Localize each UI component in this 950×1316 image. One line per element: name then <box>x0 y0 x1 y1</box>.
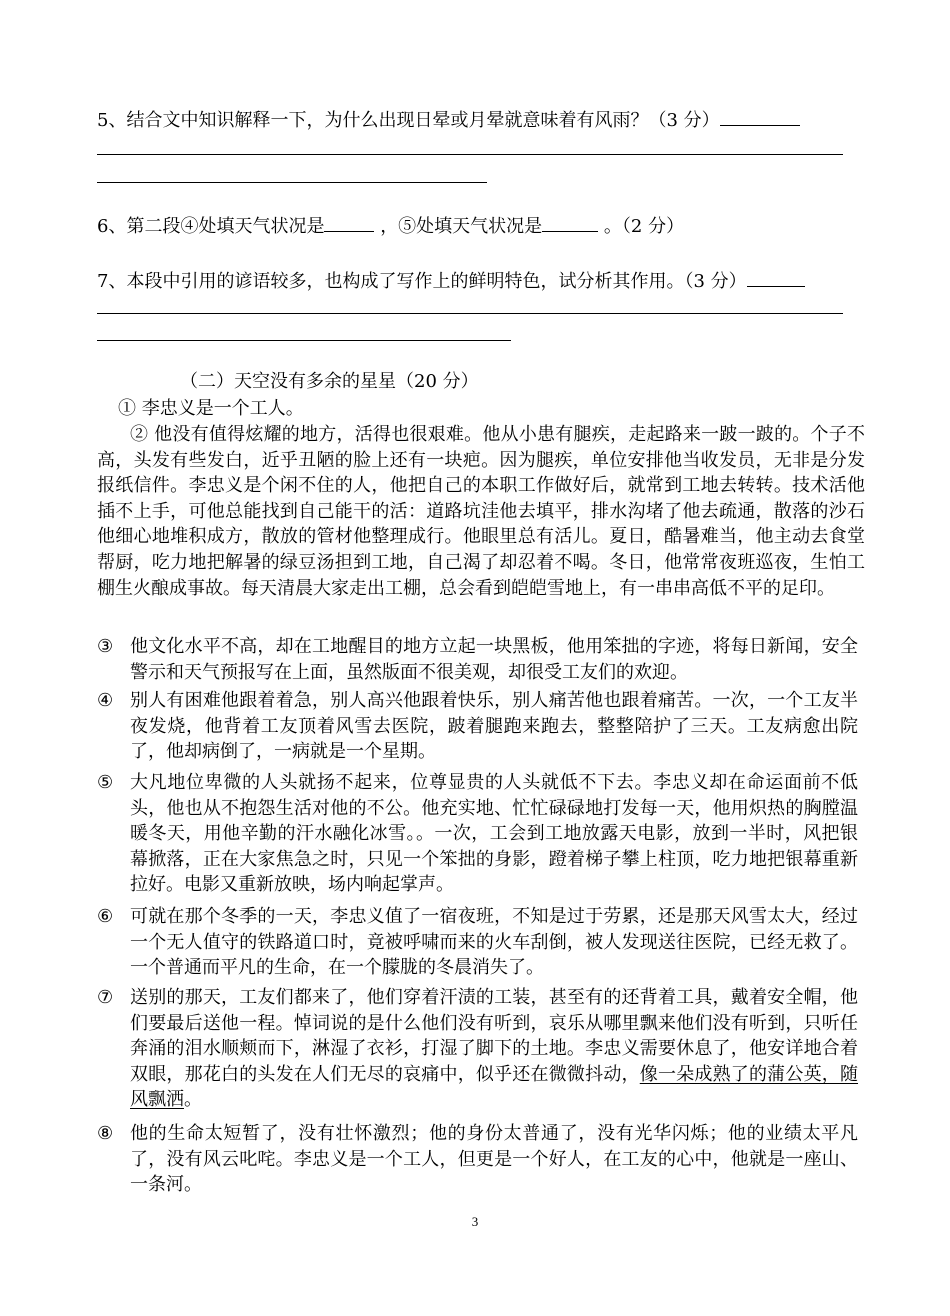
question-6-text-b: ，⑤处填天气状况是 <box>380 216 543 237</box>
question-7-text: 7、本段中引用的谚语较多，也构成了写作上的鲜明特色，试分析其作用。（3 分） <box>97 271 747 292</box>
paragraph-8-number: ⑧ <box>97 1123 114 1144</box>
answer-blank-5-inline[interactable] <box>720 107 800 126</box>
answer-line-7a[interactable] <box>97 313 843 314</box>
paragraph-7 <box>130 985 858 1113</box>
paragraph-7-text: 送别的那天，工友们都来了，他们穿着汗渍的工装，甚至有的还背着工具，戴着安全帽，他们要最后送他一程。悼词说的是什么他们没有听到，哀乐从哪里飘来他们没有听到，只听任奔涌的泪水顺颊而下，淋湿了衣衫，打湿了脚下的土地。李忠义需要休息了，他安详地合着双眼，那花白的头发在人们无尽的哀痛中，似乎还在微微抖动， <box>130 987 858 1085</box>
paragraph-7-underlined-phrase: 像一朵成熟了的蒲公英，随风飘洒 <box>130 1063 859 1111</box>
answer-blank-6a[interactable] <box>324 213 374 232</box>
paragraph-2: ② 他没有值得炫耀的地方，活得也很艰难。他从小患有腿疾，走起路来一跛一跛的。个子不高，头发有些发白，近乎丑陋的脸上还有一块疤。因为腿疾，单位安排他当收发员，无非是分发报纸信件。李忠义是个闲不住的人，他把自己的本职工作做好后，就常到工地去转转。技术活他插不上手，可他总能找到自己能干的活：道路坑洼他去填平，排水沟堵了他去疏通，散落的沙石他细心地堆积成方，散放的管材他整理成行。他眼里总有活儿。夏日，酷暑难当，他主动去食堂帮厨，吃力地把解暑的绿豆汤担到工地，自己渴了却忍着不喝。冬日，他常常夜班巡夜，生怕工棚生火酿成事故。每天清晨大家走出工棚，总会看到皑皑雪地上，有一串串高低不平的足印。 <box>97 424 865 599</box>
question-6-text-c: 。（2 分） <box>603 216 685 237</box>
paragraph-5: 大凡地位卑微的人头就扬不起来，位尊显贵的人头就低不下去。李忠义却在命运面前不低头，他也从不抱怨生活对他的不公。他充实地、忙忙碌碌地打发每一天，他用炽热的胸膛温暖冬天，用他辛勤的汗水融化冰雪。。一次，工会到工地放露天电影，放到一半时，风把银幕掀落，正在大家焦急之时，只见一个笨拙的身影，蹬着梯子攀上柱顶，吃力地把银幕重新拉好。电影又重新放映，场内响起掌声。 <box>130 772 858 896</box>
paragraph-1: ① 李忠义是一个工人。 <box>118 398 304 419</box>
page-number: 3 <box>471 1214 479 1229</box>
article-title: （二）天空没有多余的星星（20 分） <box>180 371 479 392</box>
paragraph-3: 他文化水平不高，却在工地醒目的地方立起一块黑板，他用笨拙的字迹，将每日新闻，安全警示和天气预报写在上面，虽然版面不很美观，却很受工友们的欢迎。 <box>130 636 858 683</box>
paragraph-7-number: ⑦ <box>97 987 114 1008</box>
question-7 <box>97 268 805 295</box>
question-5 <box>97 107 800 134</box>
paragraph-8: 他的生命太短暂了，没有壮怀激烈；他的身份太普通了，没有光华闪烁；他的业绩太平凡了，没有风云叱咤。李忠义是一个工人，但更是一个好人，在工友的心中，他就是一座山、一条河。 <box>130 1123 858 1196</box>
paragraph-4-number: ④ <box>97 690 114 711</box>
paragraph-4: 别人有困难他跟着着急，别人高兴他跟着快乐，别人痛苦他也跟着痛苦。一次，一个工友半夜发烧，他背着工友顶着风雪去医院，跛着腿跑来跑去，整整陪护了三天。工友病愈出院了，他却病倒了，一病就是一个星期。 <box>130 690 858 763</box>
answer-blank-7-inline[interactable] <box>747 268 805 287</box>
question-6-text-a: 6、第二段④处填天气状况是 <box>97 216 325 237</box>
answer-line-7b[interactable] <box>97 340 511 341</box>
paragraph-6-number: ⑥ <box>97 906 114 927</box>
question-5-text: 5、结合文中知识解释一下，为什么出现日晕或月晕就意味着有风雨？（3 分） <box>97 110 720 131</box>
question-6 <box>97 213 684 240</box>
paragraph-3-number: ③ <box>97 636 114 657</box>
answer-line-5b[interactable] <box>97 182 487 183</box>
answer-blank-6b[interactable] <box>542 213 598 232</box>
paragraph-7-end: 。 <box>184 1089 202 1111</box>
paragraph-5-number: ⑤ <box>97 772 114 793</box>
paragraph-6: 可就在那个冬季的一天，李忠义值了一宿夜班，不知是过于劳累，还是那天风雪太大，经过一个无人值守的铁路道口时，竟被呼啸而来的火车刮倒，被人发现送往医院，已经无救了。一个普通而平凡的生命，在一个朦胧的冬晨消失了。 <box>130 906 858 979</box>
answer-line-5a[interactable] <box>97 154 843 155</box>
